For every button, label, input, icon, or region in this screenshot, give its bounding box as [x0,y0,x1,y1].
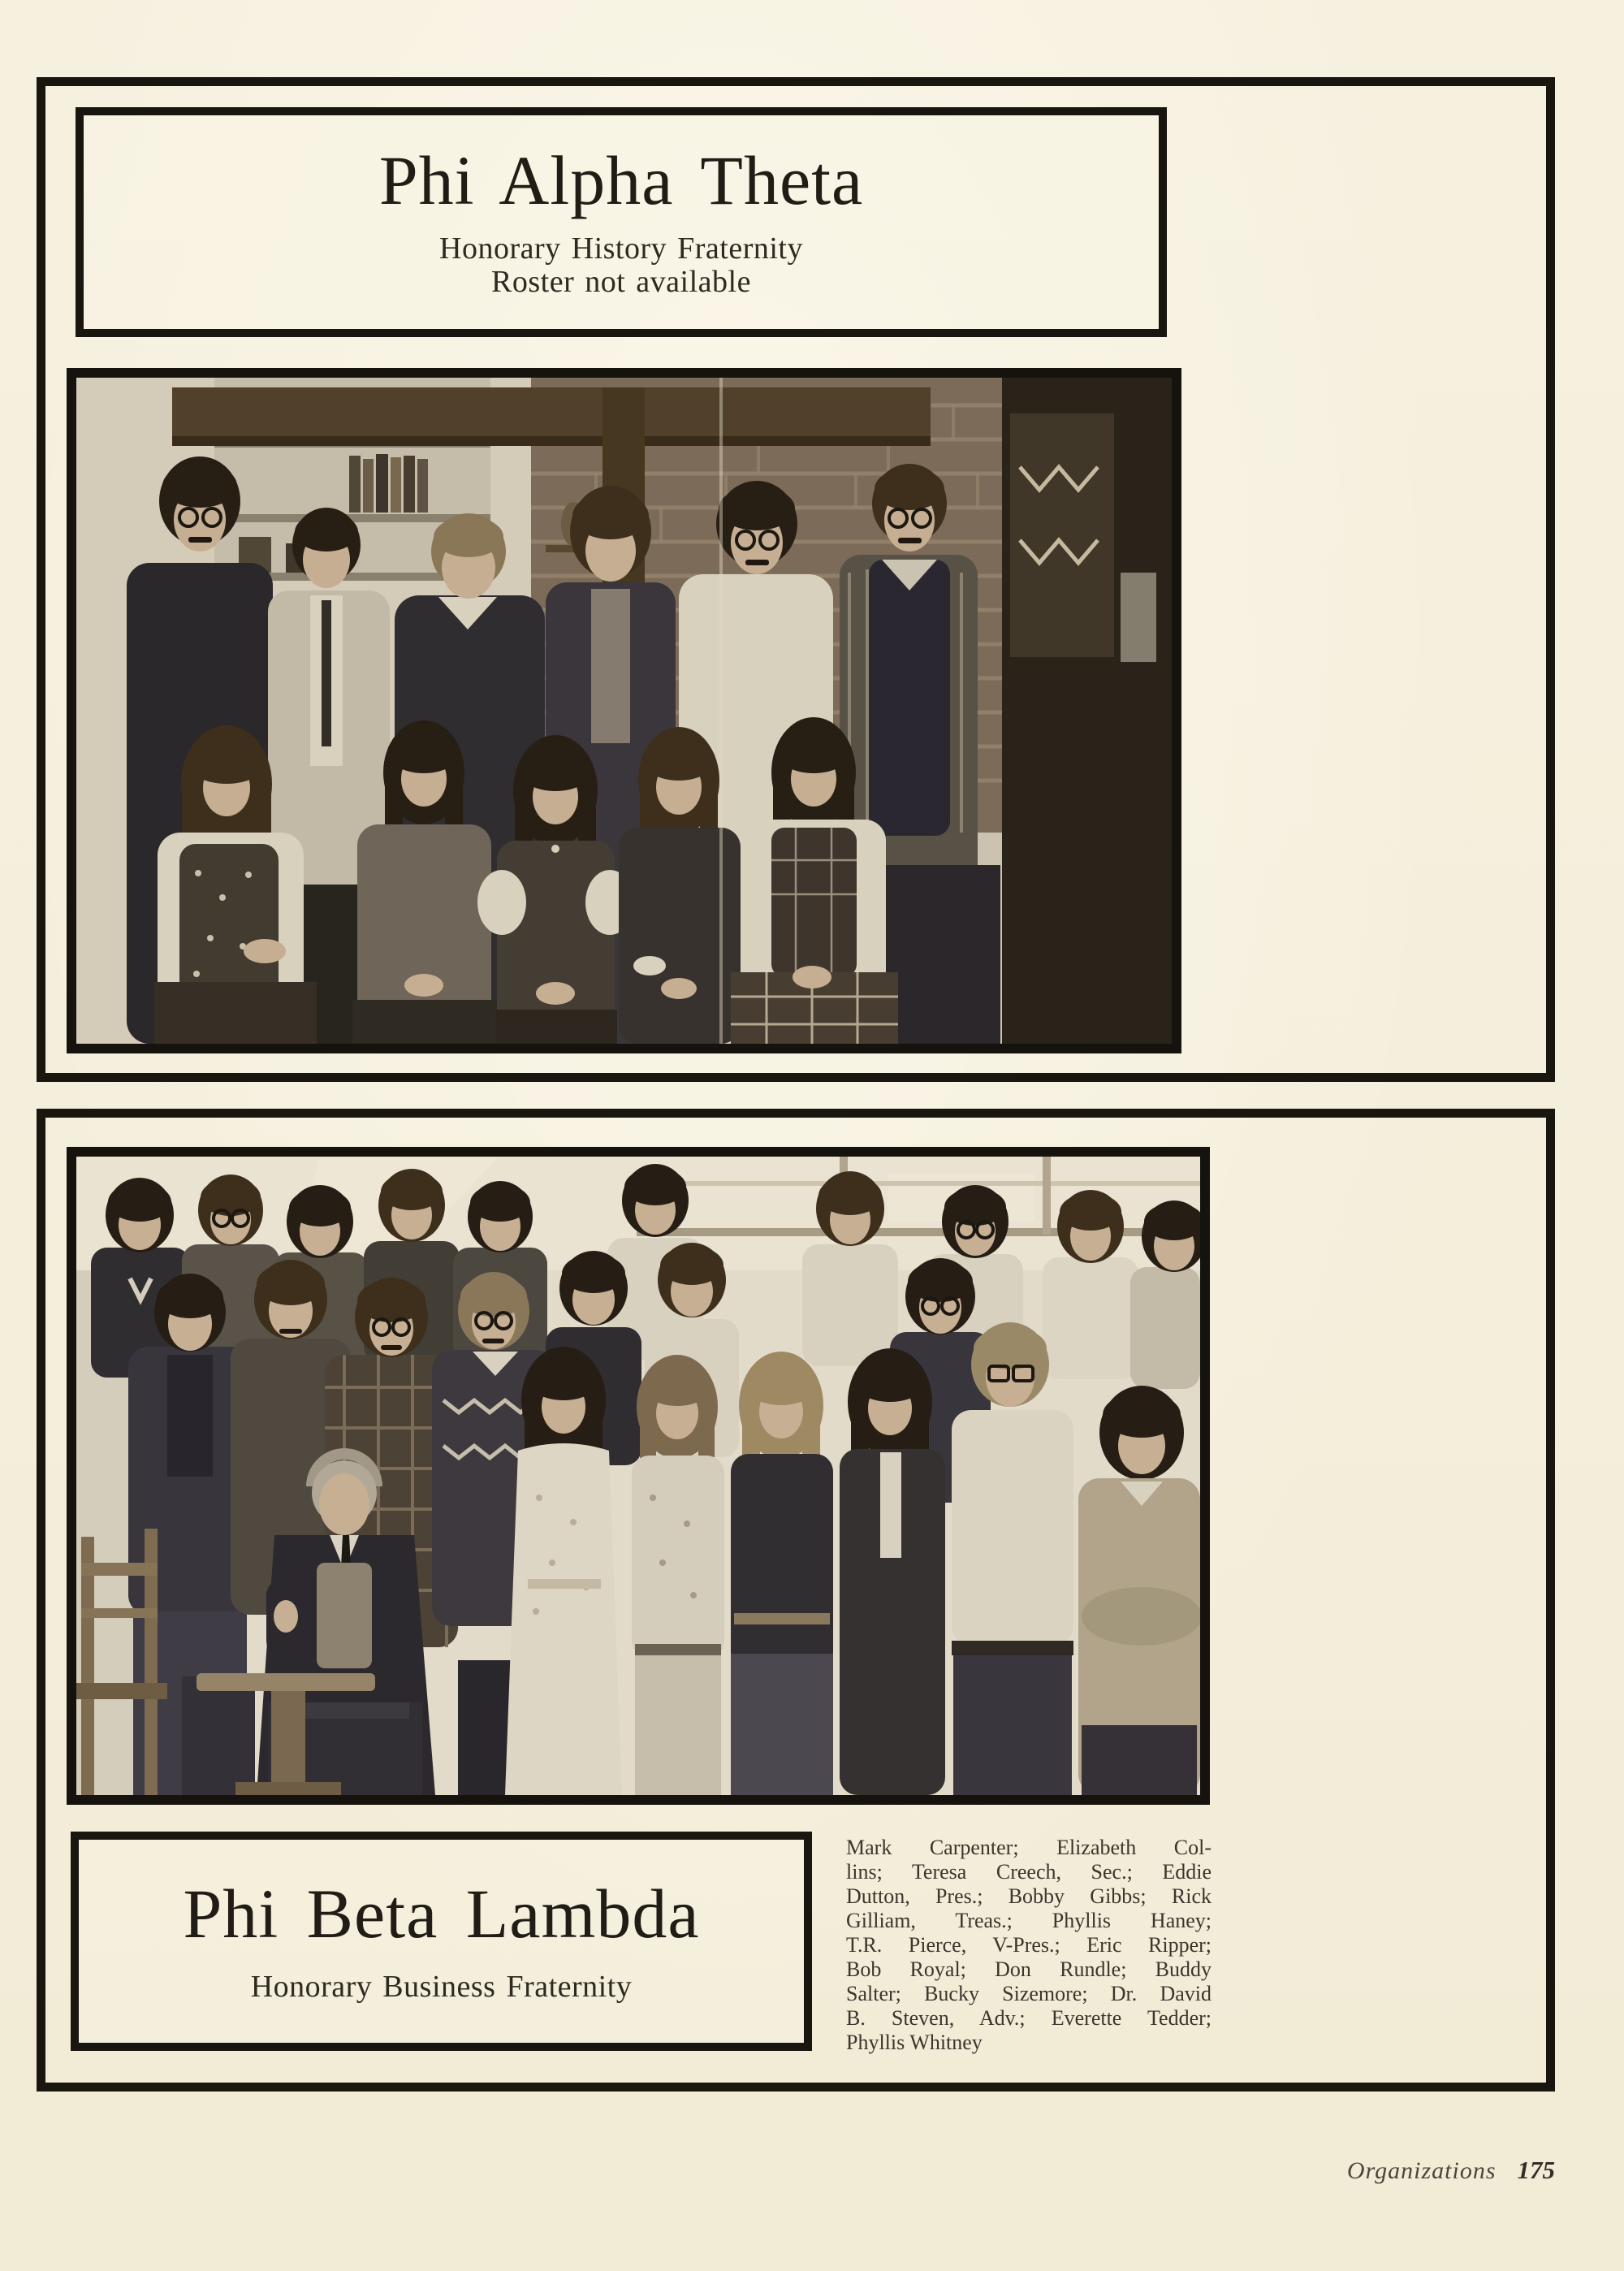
phi-beta-lambda-title-box [71,1832,812,2051]
roster-line: Dutton, Pres.; Bobby Gibbs; Rick [846,1884,1212,1908]
roster-line: Phyllis Whitney [846,2031,983,2054]
footer-page-number: 175 [1517,2156,1555,2184]
phi-beta-lambda-group-photo [67,1147,1210,1805]
roster-line: T.R. Pierce, V-Pres.; Eric Ripper; [846,1933,1212,1957]
page-footer [1347,2156,1555,2185]
group-photo-illustration [76,378,1172,1044]
section-subtitle-line: Honorary History Fraternity [439,231,803,266]
section-subtitle-line: Honorary Business Fraternity [250,1970,633,2005]
roster-line: Mark Carpenter; Elizabeth Col- [846,1836,1212,1859]
section-title: Phi Beta Lambda [183,1874,700,1953]
roster-line: lins; Teresa Creech, Sec.; Eddie [846,1860,1212,1884]
roster-line: B. Steven, Adv.; Everette Tedder; [846,2006,1212,2030]
phi-alpha-theta-title-box [76,107,1167,337]
roster-line: Salter; Bucky Sizemore; Dr. David [846,1982,1212,2005]
group-photo-illustration [76,1157,1200,1795]
phi-alpha-theta-section-frame [37,77,1555,1082]
roster-text [846,1836,1212,2055]
section-subtitle-line: Roster not available [491,265,751,300]
section-title: Phi Alpha Theta [378,141,864,219]
roster-line: Bob Royal; Don Rundle; Buddy [846,1957,1212,1981]
phi-beta-lambda-section-frame [37,1109,1555,2091]
roster-line: Gilliam, Treas.; Phyllis Haney; [846,1909,1212,1932]
footer-section-label: Organizations [1346,2157,1497,2184]
phi-alpha-theta-group-photo [67,368,1181,1053]
